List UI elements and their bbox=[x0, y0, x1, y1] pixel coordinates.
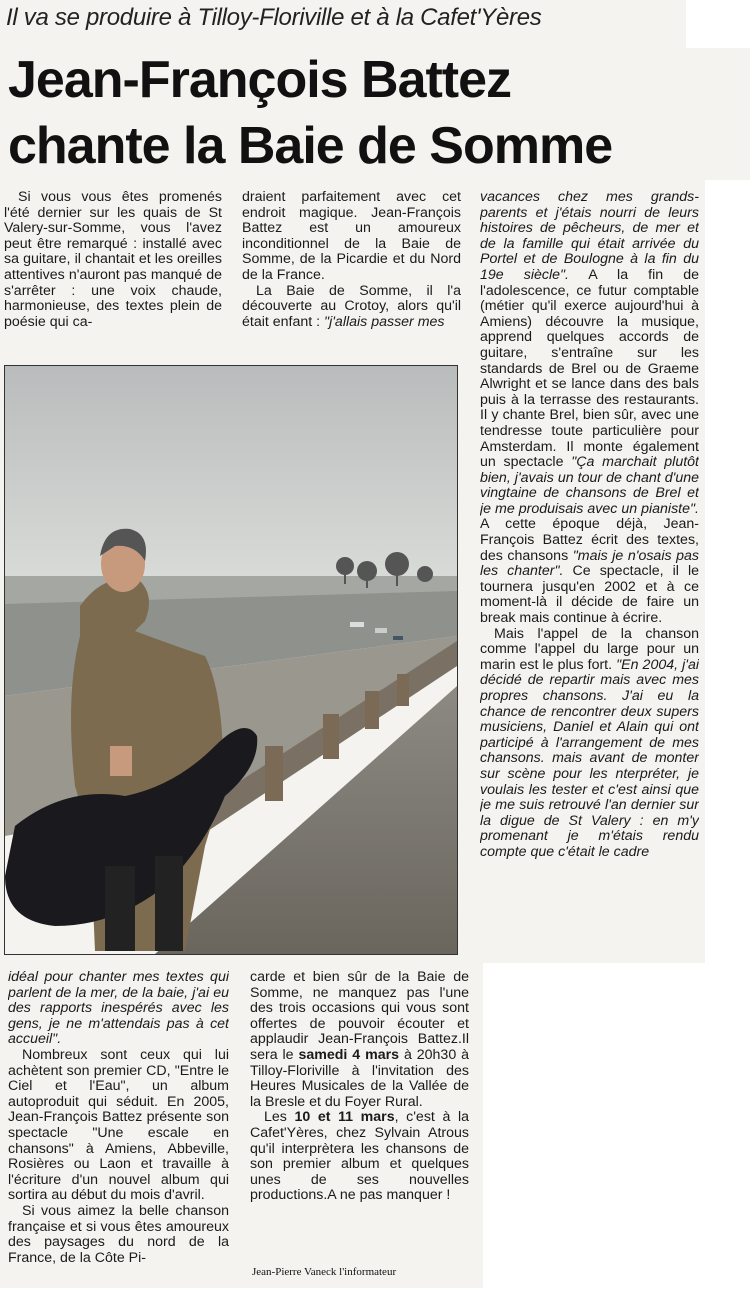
paragraph bbox=[242, 284, 461, 331]
quote: "Ça marchait plutôt bien, j'avais un tour de chant d'une vingtaine de chansons de Brel et je me produisais avec un pianiste". bbox=[480, 454, 699, 517]
text: à 20h30 à Tilloy-Floriville à l'invitation des Heures Musicales de la Vallée de la Bresle et du Foyer Rural. bbox=[250, 1046, 469, 1110]
column-3 bbox=[480, 190, 699, 954]
column-2 bbox=[242, 190, 461, 350]
column-4 bbox=[8, 970, 229, 1288]
paragraph bbox=[480, 190, 699, 627]
paragraph: Si vous aimez la belle chanson française et si vous êtes amoureux des paysages du nord de la France, de la Côte Pi- bbox=[8, 1202, 229, 1266]
headline-line-2: chante la Baie de Somme bbox=[8, 117, 613, 175]
quote: vacances chez mes grands-parents et j'étais nourri de leurs histoires de pêcheurs, de mer et de la famille qui était arrivée du Portel et de Boulogne à la fin du 19e siècle". bbox=[480, 190, 699, 283]
text: carde et bien sûr de la Baie de Somme, ne manquez pas l'une des trois occasions qui vous sont offertes de pouvoir écouter et applaudir Jean-François Battez.Il sera le bbox=[250, 970, 469, 1063]
text: La Baie de Somme, il l'a découverte au Crotoy, alors qu'il était enfant : bbox=[242, 282, 461, 330]
date-highlight: samedi 4 mars bbox=[298, 1046, 400, 1063]
paragraph: Si vous vous êtes promenés l'été dernier sur les quais de St Valery-sur-Somme, vous l'avez peut être remarqué : installé avec sa guitare, il chantait et les oreilles attentives n'auront pas manqué de s'arrêter : une voix chaude, harmonieuse, des textes plein de poésie qui ca- bbox=[4, 190, 222, 330]
column-1 bbox=[4, 190, 222, 350]
person-with-guitar-icon bbox=[5, 366, 457, 954]
text: A la fin de l'adolescence, ce futur comptable (métier qu'il exerce aujourd'hui à Amiens) découvre la musique, apprend quelques accords de guitare, s'entraîne sur les standards de Brel ou de Graeme Alwright et se lance dans des bals puis à la terrasse des restaurants. Il y chante Brel, bien sûr, avec une tendresse toute particulière pour Amsterdam. Il monte également un spectacle bbox=[480, 266, 699, 471]
quote: "En 2004, j'ai décidé de repartir mais avec mes propres chansons. J'ai eu la chance de rencontrer deux supers musiciens, Daniel et Alain qui ont participé à l'arrangement de mes chansons. mais avant de monter sur scène pour les nterpréter, je voulais les tester et c'est ainsi que je me suis retrouvé l'an dernier sur la digue de St Valery : en m'y promenant je m'étais rendu compte que c'était le cadre bbox=[480, 656, 699, 860]
quote: "j'allais passer mes bbox=[324, 313, 445, 330]
text: A cette époque déjà, Jean-François Battez écrit des textes, des chansons bbox=[480, 516, 699, 564]
paragraph bbox=[480, 627, 699, 861]
text: , c'est à la Cafet'Yères, chez Sylvain Atrous qu'il interprètera les chansons de son premier album et quelques unes de ses nouvelles productions.A ne pas manquer ! bbox=[250, 1109, 469, 1204]
text: Mais l'appel de la chanson comme l'appel du large pour un marin est le plus fort. bbox=[480, 625, 699, 673]
article-photo bbox=[4, 365, 458, 955]
text: Les bbox=[264, 1109, 295, 1126]
quote: "mais je n'osais pas les chanter". bbox=[480, 547, 699, 580]
paragraph bbox=[8, 970, 229, 1048]
paragraph bbox=[250, 970, 469, 1110]
date-highlight: 10 et 11 mars bbox=[294, 1109, 395, 1126]
kicker: Il va se produire à Tilloy-Floriville et à la Cafet'Yères bbox=[6, 4, 542, 31]
photo-credit: Jean-Pierre Vaneck l'informateur bbox=[252, 1266, 397, 1278]
text: Ce spectacle, il le tournera jusqu'en 2002 et à ce moment-là il décide de faire un break mais continue à écrire. bbox=[480, 563, 699, 627]
headline-line-1: Jean-François Battez bbox=[8, 51, 512, 109]
column-5 bbox=[250, 970, 469, 1262]
quote: idéal pour chanter mes textes qui parlent de la mer, de la baie, j'ai eu des rapports inespérés avec les gens, je ne m'attendais pas à cet accueil". bbox=[8, 970, 229, 1048]
paragraph: draient parfaitement avec cet endroit magique. Jean-François Battez est un amoureux inconditionnel de la Baie de Somme, de la Picardie et du Nord de la France. bbox=[242, 190, 461, 283]
paragraph: Nombreux sont ceux qui lui achètent son premier CD, "Entre le Ciel et l'Eau", un album autoproduit qui séduit. En 2005, Jean-François Battez présente son spectacle "Une escale en chansons" à Amiens, Abbeville, Rosières ou Laon et travaille à l'écriture d'un nouvel album qui sortira au début du mois d'avril. bbox=[8, 1046, 229, 1204]
paragraph bbox=[250, 1110, 469, 1204]
